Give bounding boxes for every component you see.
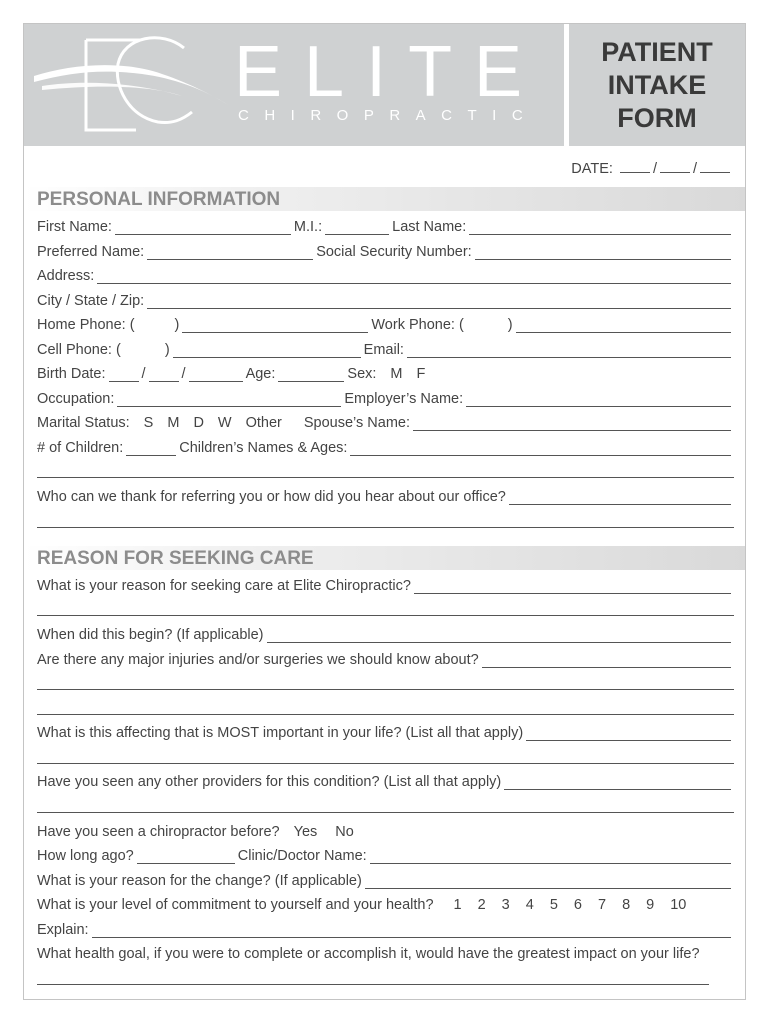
commitment-scale-option[interactable]: 8 xyxy=(622,897,631,913)
reason-row xyxy=(37,572,734,594)
birth-day-field[interactable] xyxy=(149,365,179,382)
change-row xyxy=(37,867,734,889)
injuries-field[interactable] xyxy=(482,651,731,668)
providers-row xyxy=(37,768,734,790)
age-label: Age: xyxy=(245,366,276,382)
work-phone-field[interactable] xyxy=(516,316,731,333)
first-name-label: First Name: xyxy=(37,219,112,235)
injuries-row xyxy=(37,646,734,668)
paren: ) xyxy=(507,317,513,333)
affecting-row xyxy=(37,719,734,741)
explain-row xyxy=(37,916,734,938)
explain-field[interactable] xyxy=(92,921,731,938)
how-long-field[interactable] xyxy=(137,847,235,864)
commitment-scale-option[interactable]: 2 xyxy=(477,897,486,913)
section-title: PERSONAL INFORMATION xyxy=(37,189,281,210)
goal-label: What health goal, if you were to complete or accomplish it, would have the greatest impact on your life? xyxy=(37,946,700,962)
brand-subtitle: CHIROPRACTIC xyxy=(238,107,539,124)
commitment-scale-option[interactable]: 9 xyxy=(646,897,655,913)
marital-row xyxy=(37,409,734,431)
injuries-continuation-field[interactable] xyxy=(37,689,734,690)
occupation-field[interactable] xyxy=(117,390,341,407)
preferred-name-label: Preferred Name: xyxy=(37,244,145,260)
children-names-continuation-field[interactable] xyxy=(37,477,734,478)
commitment-scale-option[interactable]: 5 xyxy=(549,897,558,913)
birth-month-field[interactable] xyxy=(109,365,139,382)
birth-row xyxy=(37,360,734,382)
last-name-field[interactable] xyxy=(469,218,731,235)
first-name-field[interactable] xyxy=(115,218,291,235)
birth-year-field[interactable] xyxy=(189,365,243,382)
date-row xyxy=(571,156,733,177)
address-label: Address: xyxy=(37,268,95,284)
affecting-continuation-field[interactable] xyxy=(37,763,734,764)
referral-continuation-field[interactable] xyxy=(37,527,734,528)
marital-option[interactable]: D xyxy=(193,415,204,431)
commitment-scale-option[interactable]: 3 xyxy=(501,897,510,913)
ec-monogram-icon xyxy=(32,34,232,138)
begin-label: When did this begin? (If applicable) xyxy=(37,627,264,643)
commitment-scale-option[interactable]: 7 xyxy=(597,897,607,913)
home-phone-label: Home Phone: ( xyxy=(37,317,135,333)
email-field[interactable] xyxy=(407,341,731,358)
children-count-field[interactable] xyxy=(126,439,176,456)
address-field[interactable] xyxy=(97,267,731,284)
children-names-field[interactable] xyxy=(350,439,731,456)
paren: ) xyxy=(174,317,180,333)
employer-label: Employer’s Name: xyxy=(344,391,464,407)
section-title: REASON FOR SEEKING CARE xyxy=(37,548,314,569)
cell-phone-field[interactable] xyxy=(173,341,361,358)
goal-row xyxy=(37,940,734,962)
providers-field[interactable] xyxy=(504,773,731,790)
reason-field[interactable] xyxy=(414,577,731,594)
phone-row xyxy=(37,311,734,333)
cell-phone-label: Cell Phone: ( xyxy=(37,342,121,358)
date-day-field[interactable] xyxy=(660,156,690,173)
sex-option-f[interactable]: F xyxy=(416,366,426,382)
intake-form-page xyxy=(23,23,746,1000)
reason-label: What is your reason for seeking care at Elite Chiropractic? xyxy=(37,578,411,594)
mi-label: M.I.: xyxy=(293,219,323,235)
providers-label: Have you seen any other providers for this condition? (List all that apply) xyxy=(37,774,502,790)
clinic-label: Clinic/Doctor Name: xyxy=(237,848,367,864)
children-names-label: Children’s Names & Ages: xyxy=(179,440,348,456)
mi-field[interactable] xyxy=(325,218,389,235)
date-separator: / xyxy=(141,366,146,382)
affecting-field[interactable] xyxy=(526,724,731,741)
employer-field[interactable] xyxy=(466,390,731,407)
occupation-row xyxy=(37,385,734,407)
seen-chiro-row xyxy=(37,818,734,840)
referral-field[interactable] xyxy=(509,488,731,505)
form-title-line: INTAKE xyxy=(607,69,707,100)
commitment-scale-option[interactable]: 6 xyxy=(573,897,582,913)
section-header-care xyxy=(24,546,745,570)
form-header xyxy=(24,24,745,146)
city-row xyxy=(37,287,734,309)
preferred-name-field[interactable] xyxy=(147,243,313,260)
goal-field[interactable] xyxy=(37,984,709,985)
seen-chiro-label: Have you seen a chiropractor before? xyxy=(37,824,280,840)
commitment-scale-option[interactable]: 10 xyxy=(670,897,687,913)
providers-continuation-field[interactable] xyxy=(37,812,734,813)
form-title-line: FORM xyxy=(617,102,697,133)
city-state-zip-field[interactable] xyxy=(147,292,731,309)
commitment-row xyxy=(37,891,734,913)
date-label: DATE: xyxy=(571,161,613,177)
ssn-field[interactable] xyxy=(475,243,731,260)
city-state-zip-label: City / State / Zip: xyxy=(37,293,145,309)
date-separator: / xyxy=(692,161,697,177)
commitment-scale-option[interactable]: 1 xyxy=(453,897,462,913)
form-title xyxy=(569,24,745,146)
clinic-field[interactable] xyxy=(370,847,731,864)
date-separator: / xyxy=(652,161,657,177)
work-phone-label: Work Phone: ( xyxy=(371,317,464,333)
commitment-label: What is your level of commitment to yourself and your health? xyxy=(37,897,434,913)
form-title-line: PATIENT xyxy=(601,36,713,67)
affecting-label: What is this affecting that is MOST important in your life? (List all that apply) xyxy=(37,725,524,741)
referral-row xyxy=(37,483,734,505)
home-phone-field[interactable] xyxy=(182,316,368,333)
referral-label: Who can we thank for referring you or how did you hear about our office? xyxy=(37,489,506,505)
explain-label: Explain: xyxy=(37,922,89,938)
children-row xyxy=(37,434,734,456)
brand-logo xyxy=(24,24,564,146)
how-long-label: How long ago? xyxy=(37,848,134,864)
date-month-field[interactable] xyxy=(620,156,650,173)
marital-option[interactable]: M xyxy=(167,415,180,431)
commitment-scale-option[interactable]: 4 xyxy=(525,897,534,913)
injuries-label: Are there any major injuries and/or surgeries we should know about? xyxy=(37,652,479,668)
brand-name: ELITE xyxy=(234,32,545,112)
sex-label: Sex: xyxy=(347,366,377,382)
email-label: Email: xyxy=(363,342,404,358)
occupation-label: Occupation: xyxy=(37,391,115,407)
date-separator: / xyxy=(181,366,186,382)
spouse-field[interactable] xyxy=(413,414,731,431)
seen-chiro-no-option[interactable]: No xyxy=(335,824,354,840)
date-year-field[interactable] xyxy=(700,156,730,173)
preferred-row xyxy=(37,238,734,260)
age-field[interactable] xyxy=(278,365,344,382)
paren: ) xyxy=(164,342,170,358)
last-name-label: Last Name: xyxy=(392,219,467,235)
cell-row xyxy=(37,336,734,358)
marital-option[interactable]: W xyxy=(217,415,232,431)
sex-option-m[interactable]: M xyxy=(390,366,403,382)
birth-date-label: Birth Date: xyxy=(37,366,106,382)
injuries-continuation-field[interactable] xyxy=(37,714,734,715)
seen-chiro-yes-option[interactable]: Yes xyxy=(293,824,318,840)
how-long-row xyxy=(37,842,734,864)
spouse-label: Spouse’s Name: xyxy=(303,415,410,431)
marital-option[interactable]: Other xyxy=(245,415,282,431)
begin-row xyxy=(37,621,734,643)
begin-field[interactable] xyxy=(267,626,732,643)
name-row xyxy=(37,213,734,235)
marital-option[interactable]: S xyxy=(143,415,154,431)
address-row xyxy=(37,262,734,284)
reason-continuation-field[interactable] xyxy=(37,615,734,616)
children-count-label: # of Children: xyxy=(37,440,124,456)
section-header-personal xyxy=(24,187,745,211)
change-reason-field[interactable] xyxy=(365,872,731,889)
marital-status-label: Marital Status: xyxy=(37,415,130,431)
change-reason-label: What is your reason for the change? (If applicable) xyxy=(37,873,362,889)
ssn-label: Social Security Number: xyxy=(316,244,472,260)
